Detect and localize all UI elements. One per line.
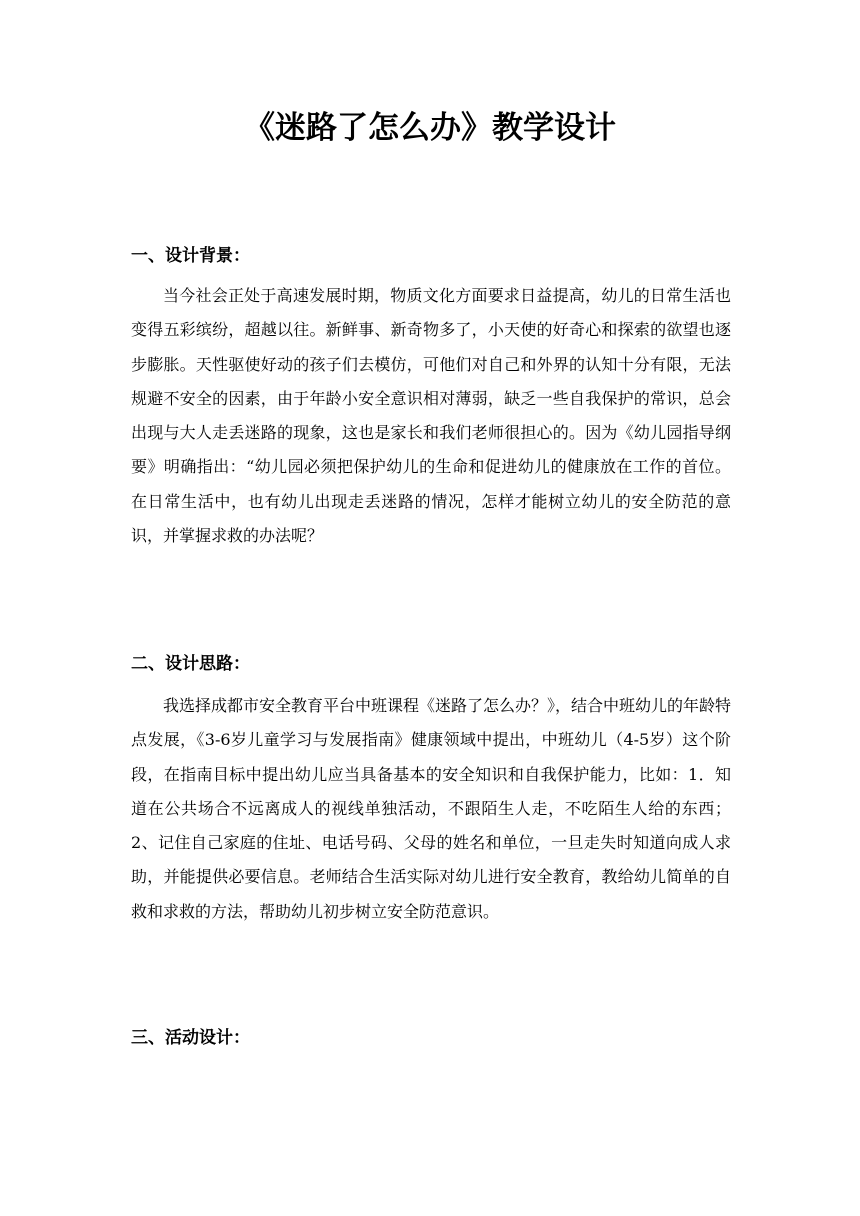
- section-paragraph-design-idea: 我选择成都市安全教育平台中班课程《迷路了怎么办？》，结合中班幼儿的年龄特点发展，《3-6岁儿童学习与发展指南》健康领域中提出，中班幼儿（4-5岁）这个阶段，在指南目标中提出幼儿应当具备基本的安全知识和自我保护能力，比如：1．知道在公共场合不远离成人的视线单独活动，不跟陌生人走，不吃陌生人给的东西；2、记住自己家庭的住址、电话号码、父母的姓名和单位，一旦走失时知道向成人求助，并能提供必要信息。老师结合生活实际对幼儿进行安全教育，教给幼儿简单的自救和求救的方法，帮助幼儿初步树立安全防范意识。: [131, 696, 732, 921]
- section-heading-background: 一、设计背景：: [131, 246, 250, 266]
- section-heading-activity-design: 三、活动设计：: [131, 1028, 250, 1048]
- section-paragraph-background: 当今社会正处于高速发展时期，物质文化方面要求日益提高，幼儿的日常生活也变得五彩缤纷，超越以往。新鲜事、新奇物多了，小天使的好奇心和探索的欲望也逐步膨胀。天性驱使好动的孩子们去模仿，可他们对自己和外界的认知十分有限，无法规避不安全的因素，由于年龄小安全意识相对薄弱，缺乏一些自我保护的常识，总会出现与大人走丢迷路的现象，这也是家长和我们老师很担心的。因为《幼儿园指导纲要》明确指出：“幼儿园必须把保护幼儿的生命和促进幼儿的健康放在工作的首位。在日常生活中，也有幼儿出现走丢迷路的情况，怎样才能树立幼儿的安全防范的意识，并掌握求救的办法呢？: [131, 286, 731, 546]
- section-heading-design-idea: 二、设计思路：: [131, 654, 250, 674]
- document-title: 《迷路了怎么办》教学设计: [244, 110, 616, 146]
